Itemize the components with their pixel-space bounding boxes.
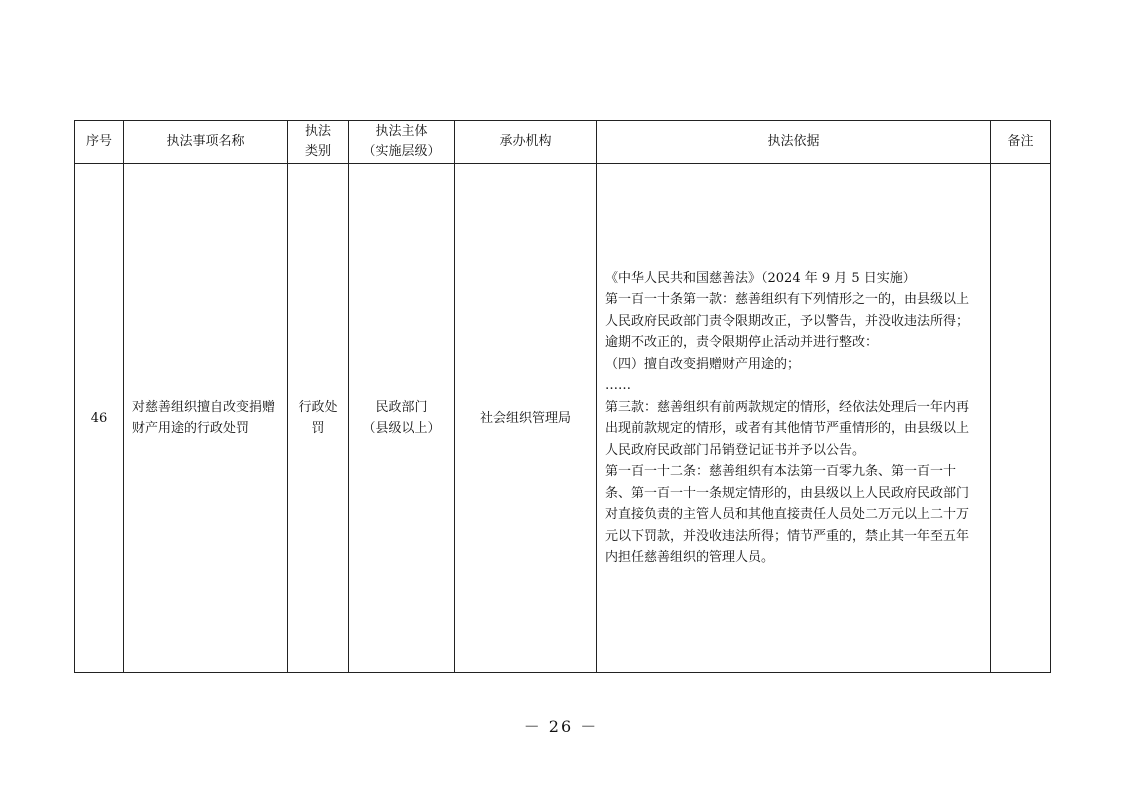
header-agency: 承办机构 (455, 121, 597, 164)
cell-agency: 社会组织管理局 (455, 164, 597, 673)
cell-seq: 46 (75, 164, 124, 673)
header-category (288, 121, 349, 164)
header-subject-line2: （实施层级） (362, 144, 441, 159)
header-subject-line1: 执法主体 (375, 124, 428, 139)
cell-remarks (991, 164, 1051, 673)
law-enforcement-table (74, 120, 1051, 673)
cell-subject-line1: 民政部门 (375, 400, 428, 415)
cell-category: 行政处罚 (288, 164, 349, 673)
basis-article-110-clause-1: 第一百一十条第一款：慈善组织有下列情形之一的，由县级以上人民政府民政部门责令限期改正，予以警告，并没收违法所得；逾期不改正的，责令限期停止活动并进行整改： (605, 292, 970, 350)
cell-basis (597, 164, 991, 673)
header-remarks: 备注 (991, 121, 1051, 164)
table-row (75, 164, 1051, 673)
header-category-line1: 执法 (304, 124, 331, 139)
basis-ellipsis: …… (605, 378, 631, 393)
cell-item-name: 对慈善组织擅自改变捐赠财产用途的行政处罚 (124, 164, 288, 673)
header-item-name: 执法事项名称 (124, 121, 288, 164)
page-number: － 26 － (523, 717, 599, 736)
cell-subject-line2: （县级以上） (362, 421, 441, 436)
header-basis: 执法依据 (597, 121, 991, 164)
basis-clause-3: 第三款：慈善组织有前两款规定的情形，经依法处理后一年内再出现前款规定的情形，或者有其他情节严重情形的，由县级以上人民政府民政部门吊销登记证书并予以公告。 (605, 399, 970, 458)
cell-subject (349, 164, 455, 673)
header-category-line2: 类别 (304, 144, 331, 159)
basis-article-112: 第一百一十二条：慈善组织有本法第一百零九条、第一百一十条、第一百一十一条规定情形的，由县级以上人民政府民政部门对直接负责的主管人员和其他直接责任人员处二万元以上二十万元以下罚款，并没收违法所得；情节严重的，禁止其一年至五年内担任慈善组织的管理人员。 (605, 464, 970, 565)
basis-item-4: （四）擅自改变捐赠财产用途的； (605, 356, 801, 372)
header-row (75, 121, 1051, 164)
header-seq: 序号 (75, 121, 124, 164)
basis-law-title: 《中华人民共和国慈善法》（2024 年 9 月 5 日实施） (605, 270, 916, 286)
header-subject (349, 121, 455, 164)
